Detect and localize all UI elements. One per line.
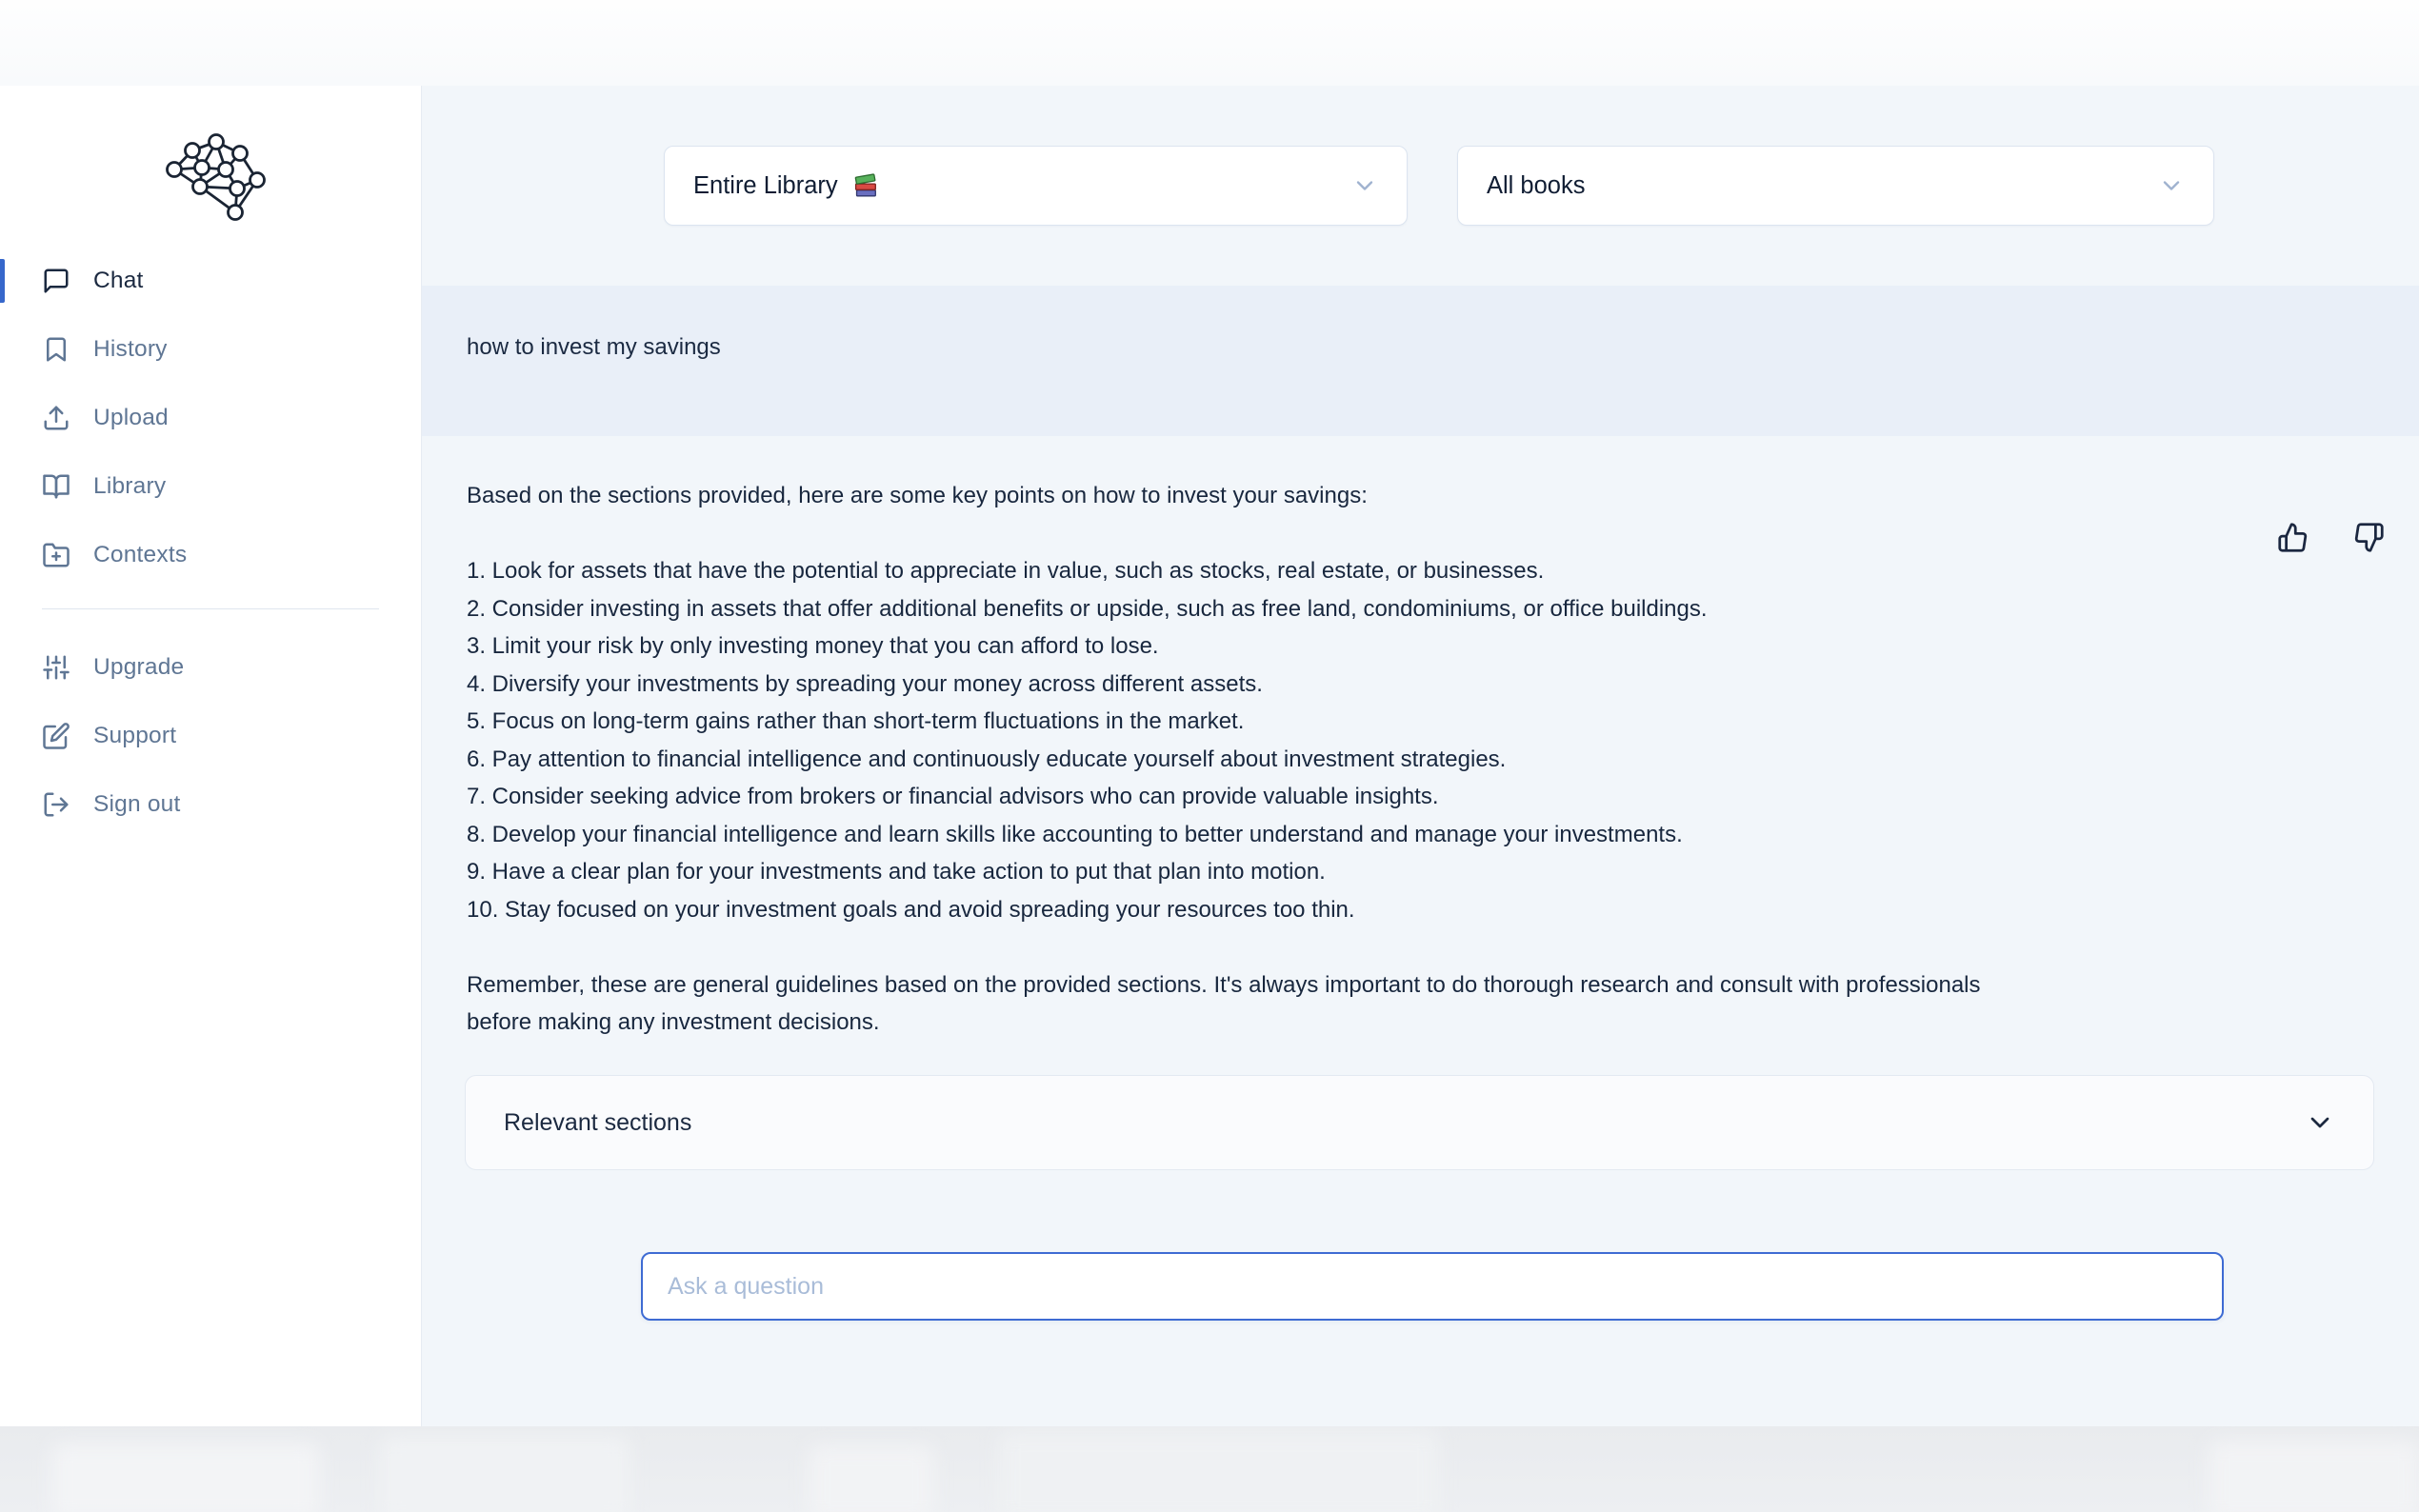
sidebar-item-label: Library (93, 473, 167, 499)
answer-point: 1. Look for assets that have the potential to appreciate in value, such as stocks, real estate, or businesses. (467, 558, 1545, 584)
ai-answer (467, 477, 2086, 1042)
sidebar-item-library[interactable] (0, 452, 421, 521)
sidebar-item-label: Support (93, 723, 177, 748)
blur-blob (2209, 1441, 2419, 1512)
sidebar-item-support[interactable] (0, 702, 421, 770)
open-book-icon (42, 472, 70, 501)
answer-intro: Based on the sections provided, here are some key points on how to invest your savings: (467, 483, 1368, 508)
sidebar-item-history[interactable] (0, 315, 421, 384)
main-content (422, 86, 2419, 1426)
spacer (467, 928, 2086, 966)
books-filter-select[interactable] (1457, 146, 2214, 226)
feedback-buttons (2273, 520, 2388, 558)
bottom-blur-band (0, 1426, 2419, 1512)
answer-point: 6. Pay attention to financial intelligence and continuously educate yourself about investment strategies. (467, 746, 1507, 772)
blur-blob (381, 1436, 629, 1512)
sidebar-item-contexts[interactable] (0, 521, 421, 589)
blur-blob (810, 1445, 933, 1512)
answer-point: 2. Consider investing in assets that offer additional benefits or upside, such as free land, condominiums, or office buildings. (467, 595, 1708, 622)
chevron-down-icon (2305, 1107, 2335, 1138)
books-filter-value: All books (1487, 171, 1586, 199)
thumbs-up-icon (2277, 522, 2309, 553)
bookmark-icon (42, 335, 70, 364)
thumbs-down-icon (2353, 522, 2385, 553)
sidebar (0, 86, 422, 1426)
library-scope-value: Entire Library (693, 171, 838, 199)
chevron-down-icon (2158, 172, 2185, 199)
answer-points (467, 552, 2086, 928)
folder-plus-icon (42, 541, 70, 569)
network-brain-logo (150, 128, 274, 223)
answer-point: 9. Have a clear plan for your investments and take action to put that plan into motion. (467, 859, 1326, 885)
blur-blob (52, 1443, 319, 1512)
chat-icon (42, 267, 70, 295)
answer-point: 7. Consider seeking advice from brokers or financial advisors who can provide valuable insights. (467, 784, 1439, 809)
thumbs-down-button[interactable] (2349, 520, 2388, 558)
sidebar-item-label: Sign out (93, 791, 181, 817)
top-band (0, 0, 2419, 86)
relevant-sections-accordion[interactable] (465, 1075, 2374, 1170)
sidebar-item-label: Upgrade (93, 654, 185, 680)
question-input[interactable] (641, 1252, 2224, 1321)
user-question: how to invest my savings (467, 334, 721, 360)
spacer (467, 515, 2086, 553)
answer-point: 10. Stay focused on your investment goals and avoid spreading your resources too thin. (467, 896, 1355, 923)
answer-point: 5. Focus on long-term gains rather than short-term fluctuations in the market. (467, 708, 1245, 734)
sidebar-item-signout[interactable] (0, 770, 421, 839)
accordion-label: Relevant sections (504, 1108, 692, 1136)
sidebar-item-chat[interactable] (0, 247, 421, 315)
sidebar-item-label: History (93, 336, 168, 362)
sliders-icon (42, 653, 70, 682)
answer-point: 4. Diversify your investments by spreading your money across different assets. (467, 670, 1263, 697)
upload-icon (42, 404, 70, 432)
answer-point: 8. Develop your financial intelligence and learn skills like accounting to better understand and manage your investments. (467, 821, 1683, 847)
sidebar-item-upload[interactable] (0, 384, 421, 452)
sidebar-divider (42, 608, 379, 609)
edit-icon (42, 722, 70, 750)
sidebar-item-label: Chat (93, 268, 144, 293)
sidebar-item-upgrade[interactable] (0, 633, 421, 702)
sidebar-secondary-nav (0, 633, 421, 839)
library-scope-select[interactable] (664, 146, 1408, 226)
sign-out-icon (42, 790, 70, 819)
answer-point: 3. Limit your risk by only investing money that you can afford to lose. (467, 633, 1159, 659)
blur-blob (1000, 1431, 1438, 1512)
answer-outro: Remember, these are general guidelines based on the provided sections. It's always important to do thorough research and consult with professionals before making any investment decisions. (467, 971, 1981, 1035)
thumbs-up-button[interactable] (2273, 520, 2311, 558)
sidebar-item-label: Upload (93, 405, 169, 430)
sidebar-item-label: Contexts (93, 542, 188, 567)
chevron-down-icon (1351, 172, 1378, 199)
sidebar-nav (0, 247, 421, 589)
books-stack-icon (850, 170, 880, 201)
question-banner (422, 286, 2419, 436)
